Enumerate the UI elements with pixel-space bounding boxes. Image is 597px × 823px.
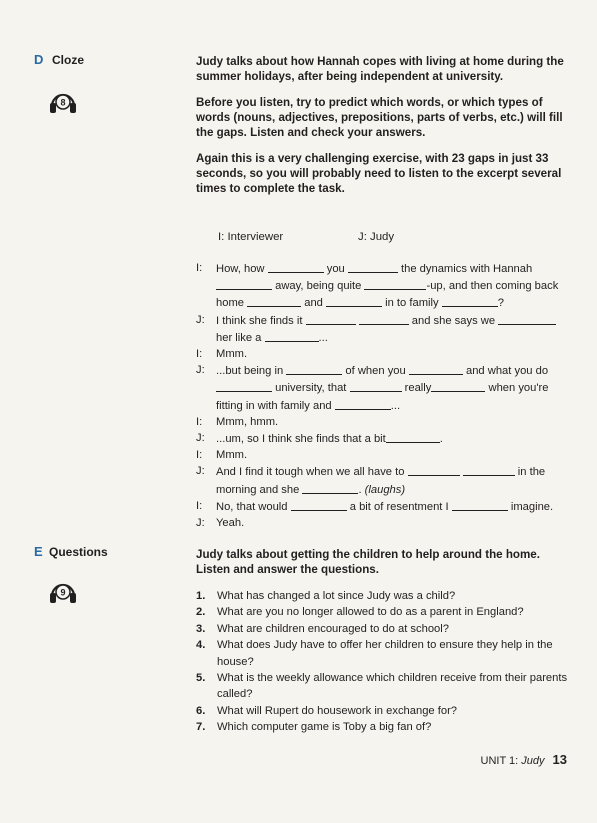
gap-field[interactable] <box>442 295 498 307</box>
dialogue-line: I: How, how you the dynamics with Hannah away, being quite -up, and then coming back home and in to family ? <box>196 262 559 310</box>
section-e-title: Questions <box>49 545 108 559</box>
gap-field[interactable] <box>265 330 319 342</box>
gap-field[interactable] <box>348 261 398 273</box>
page-number: 13 <box>552 752 567 767</box>
headphones-track-8-icon <box>48 88 78 116</box>
track-8-number: 8 <box>60 97 66 108</box>
question-list <box>196 588 568 736</box>
dialogue-line: J: ...but being in of when you and what you do university, that really when you're fitting in with family and ... <box>196 364 549 412</box>
section-d-instruction-1: Before you listen, try to predict which words, or which types of words (nouns, adjectives, prepositions, parts of verbs, etc.) will fill the gaps. Listen and check your answers. <box>196 96 563 139</box>
gap-field[interactable] <box>286 363 342 375</box>
dialogue-line: J: And I find it tough when we all have to in the morning and she . (laughs) <box>196 465 546 496</box>
dialogue-line: I: Mmm. <box>196 348 248 361</box>
speaker-key-interviewer: I: Interviewer <box>218 231 284 243</box>
page-footer <box>481 752 567 767</box>
gap-field[interactable] <box>335 398 391 410</box>
gap-field[interactable] <box>216 380 272 392</box>
gap-field[interactable] <box>306 313 356 325</box>
question-item: 5. What is the weekly allowance which children receive from their parents called? <box>196 672 568 701</box>
dialogue-line: J: ...um, so I think she finds that a bit . <box>196 432 443 446</box>
section-d-intro: Judy talks about how Hannah copes with living at home during the summer holidays, after being independent at university. <box>196 55 564 83</box>
gap-field[interactable] <box>291 499 347 511</box>
cloze-dialogue <box>196 260 568 531</box>
section-d-instructions <box>196 54 568 196</box>
gap-field[interactable] <box>409 363 463 375</box>
section-d-instruction-2: Again this is a very challenging exercise, with 23 gaps in just 33 seconds, so you will probably need to listen to the excerpt several times to complete the task. <box>196 152 562 195</box>
question-item: 1. What has changed a lot since Judy was a child? <box>196 590 456 602</box>
gap-field[interactable] <box>359 313 409 325</box>
gap-field[interactable] <box>498 313 556 325</box>
gap-field[interactable] <box>364 278 426 290</box>
track-9-number: 9 <box>60 587 66 598</box>
gap-field[interactable] <box>268 261 324 273</box>
gap-field[interactable] <box>247 295 301 307</box>
gap-field[interactable] <box>408 464 460 476</box>
dialogue-line: I: Mmm, hmm. <box>196 415 279 428</box>
gap-field[interactable] <box>302 482 358 494</box>
question-item: 7. Which computer game is Toby a big fan of? <box>196 721 432 734</box>
gap-field[interactable] <box>326 295 382 307</box>
gap-field[interactable] <box>452 499 508 511</box>
question-item: 2. What are you no longer allowed to do as a parent in England? <box>196 606 524 619</box>
question-item: 4. What does Judy have to offer her children to ensure they help in the house? <box>196 639 553 668</box>
gap-field[interactable] <box>463 464 515 476</box>
dialogue-line: I: Mmm. <box>196 449 248 462</box>
dialogue-line: J: Yeah. <box>196 517 245 530</box>
question-item: 3. What are children encouraged to do at school? <box>196 622 449 635</box>
question-item: 6. What will Rupert do housework in exchange for? <box>196 704 458 717</box>
section-e-intro: Judy talks about getting the children to help around the home. Listen and answer the questions. <box>196 548 540 576</box>
footer-unit: UNIT 1: <box>480 755 522 767</box>
section-d-title: Cloze <box>52 53 85 67</box>
headphones-track-9-icon <box>48 578 78 606</box>
section-e-letter: E <box>34 544 43 559</box>
gap-field[interactable] <box>431 380 485 392</box>
gap-field[interactable] <box>216 278 272 290</box>
gap-field[interactable] <box>386 431 440 443</box>
gap-field[interactable] <box>350 380 402 392</box>
section-d-letter: D <box>34 52 44 67</box>
speaker-key-judy: J: Judy <box>358 231 395 243</box>
dialogue-line: J: I think she finds it and she says we her like a ... <box>196 312 568 346</box>
dialogue-line: I: No, that would a bit of resentment I imagine. <box>196 499 554 513</box>
footer-unit-name: Judy <box>521 755 545 767</box>
